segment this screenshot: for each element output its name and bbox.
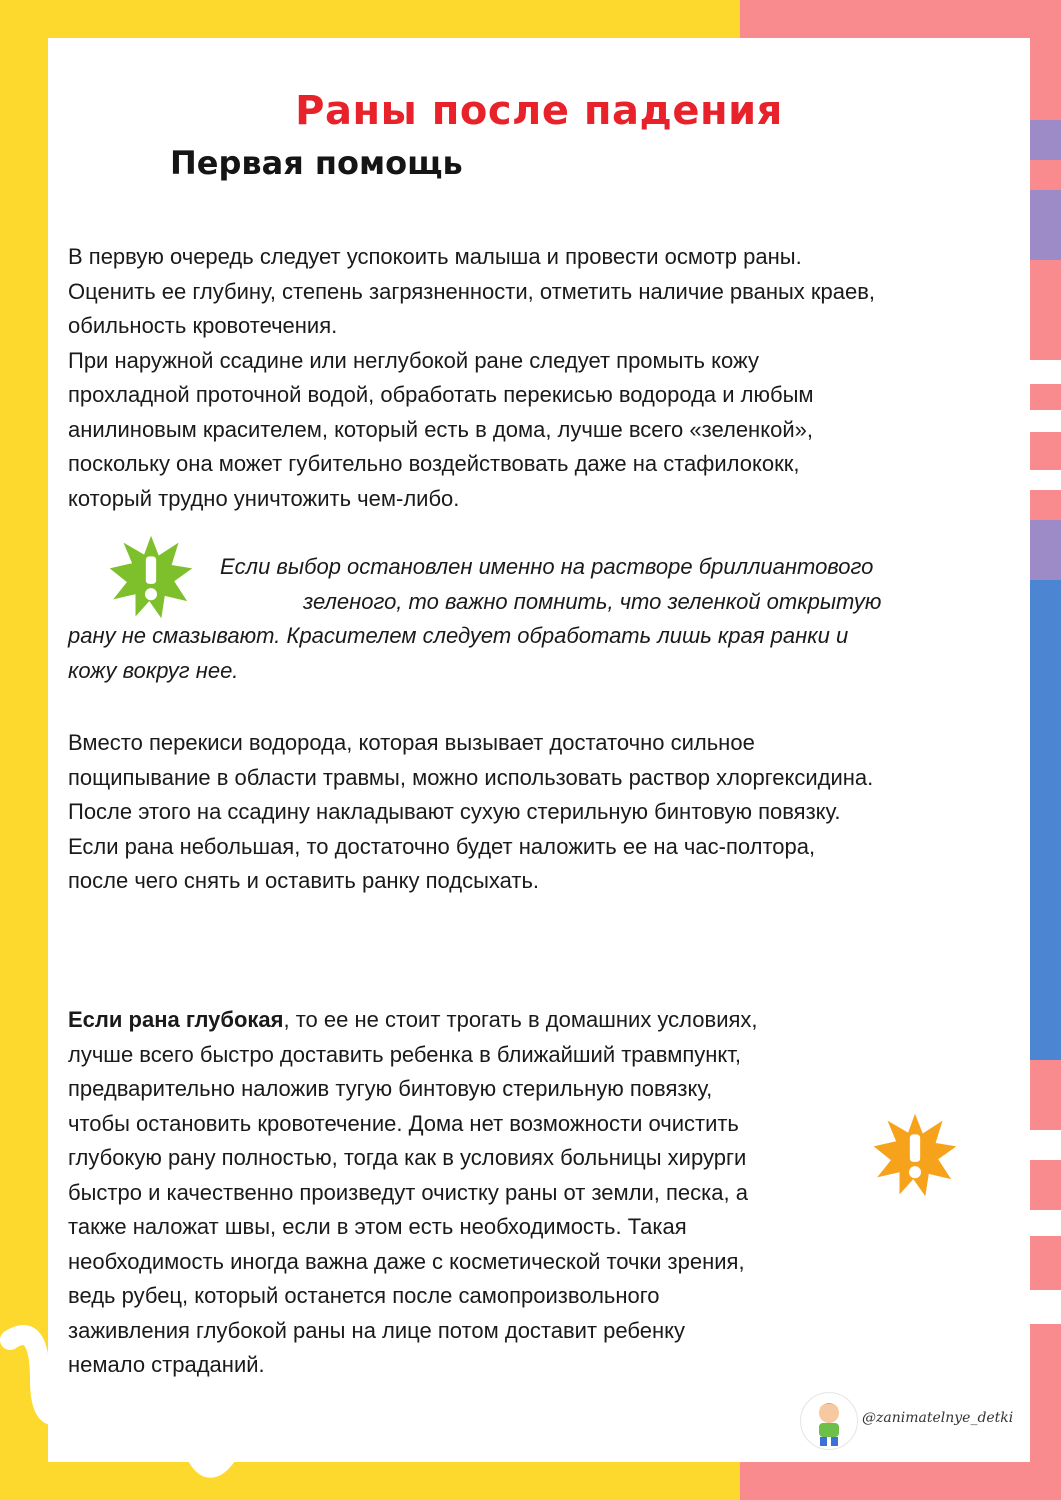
- text-line: анилиновым красителем, который есть в дома, лучше всего «зеленкой»,: [68, 416, 813, 442]
- text-line: Если выбор остановлен именно на растворе бриллиантового: [220, 554, 874, 579]
- text-line: При наружной ссадине или неглубокой ране следует промыть кожу: [68, 347, 759, 373]
- watermark: [800, 1392, 1016, 1448]
- page-title: Раны после падения: [295, 88, 783, 134]
- text-line: пощипывание в области травмы, можно использовать раствор хлоргексидина.: [68, 764, 874, 790]
- text-line: глубокую рану полностью, тогда как в условиях больницы хирурги: [68, 1145, 747, 1170]
- text-line: Если рана небольшая, то достаточно будет наложить ее на час-полтора,: [68, 833, 816, 859]
- text-line: рану не смазывают. Красителем следует обработать лишь края ранки и: [68, 623, 849, 648]
- text-line: быстро и качественно произведут очистку раны от земли, песка, а: [68, 1179, 748, 1205]
- content-card: [48, 38, 1030, 1462]
- text-line: который трудно уничтожить чем-либо.: [68, 485, 460, 511]
- deep-wound-lead: Если рана глубокая: [68, 1007, 284, 1032]
- text-line: также наложат швы, если в этом есть необходимость. Такая: [68, 1214, 687, 1239]
- section-subtitle: Первая помощь: [170, 144, 463, 182]
- text-line: после чего снять и оставить ранку подсыхать.: [68, 868, 540, 893]
- text-line: обильность кровотечения.: [68, 313, 338, 338]
- instagram-handle: @zanimatelnye_detki: [862, 1410, 1014, 1426]
- text-line: [68, 1003, 758, 1038]
- text-line: необходимость иногда важна даже с косметической точки зрения,: [68, 1248, 745, 1274]
- child-avatar-icon: [801, 1393, 857, 1449]
- paragraph-alternative: [68, 726, 873, 899]
- paragraph-first-aid: [68, 240, 875, 516]
- text-line: После этого на ссадину накладывают сухую стерильную бинтовую повязку.: [68, 799, 841, 824]
- avatar: [800, 1392, 858, 1450]
- warning-note: [68, 550, 881, 688]
- text-line: лучше всего быстро доставить ребенка в ближайший травмпункт,: [68, 1041, 742, 1067]
- paragraph-deep-wound: [68, 1003, 758, 1383]
- text-line: чтобы остановить кровотечение. Дома нет возможности очистить: [68, 1110, 739, 1136]
- text-line: В первую очередь следует успокоить малыша и провести осмотр раны.: [68, 244, 802, 269]
- text-line: зеленого, то важно помнить, что зеленкой открытую: [303, 588, 882, 614]
- text-line: заживления глубокой раны на лице потом доставит ребенку: [68, 1317, 685, 1343]
- text-line: поскольку она может губительно воздействовать даже на стафилококк,: [68, 451, 800, 476]
- text-line: ведь рубец, который останется после самопроизвольного: [68, 1283, 660, 1308]
- exclamation-burst-icon: [872, 1112, 958, 1198]
- text-line: Оценить ее глубину, степень загрязненности, отметить наличие рваных краев,: [68, 278, 876, 304]
- text-line: Вместо перекиси водорода, которая вызывает достаточно сильное: [68, 730, 755, 755]
- text-line: кожу вокруг нее.: [68, 657, 239, 683]
- text-line: предварительно наложив тугую бинтовую стерильную повязку,: [68, 1076, 713, 1101]
- deep-wound-lead-rest: , то ее не стоит трогать в домашних условиях,: [283, 1007, 758, 1032]
- text-line: прохладной проточной водой, обработать перекисью водорода и любым: [68, 382, 814, 407]
- text-line: немало страданий.: [68, 1352, 265, 1377]
